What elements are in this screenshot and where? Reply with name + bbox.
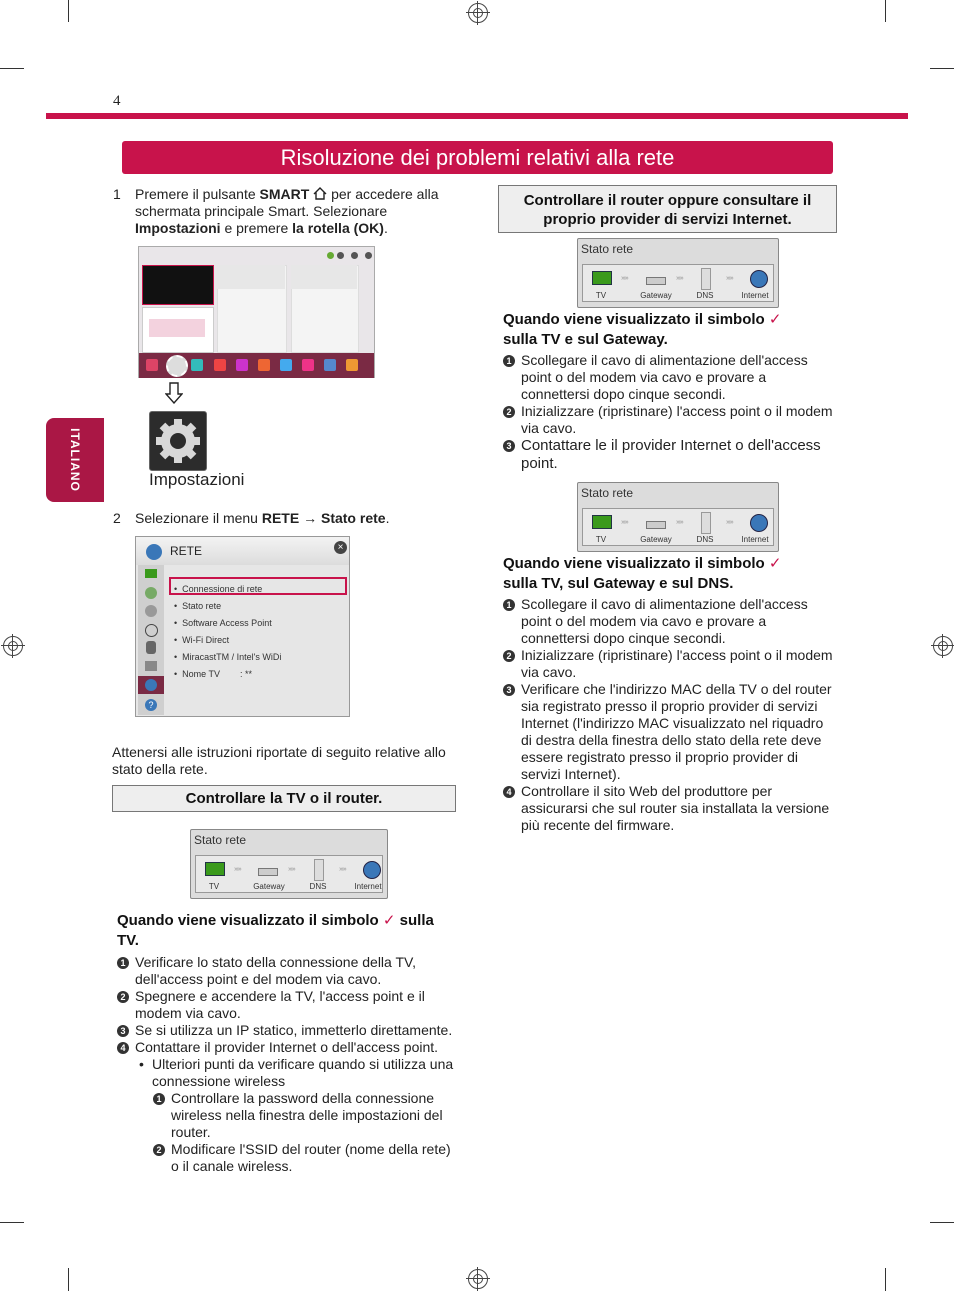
check-icon: ✓ [768,555,782,572]
list-item: 2 Spegnere e accendere la TV, l'access point e il modem via cavo. [117,988,457,1022]
node-label: TV [595,535,607,544]
option-icon [145,661,157,671]
stato-rete-label: Stato rete [581,242,634,256]
menu-item-stato-rete[interactable]: • Stato rete [174,601,222,611]
menu-item-wifi-direct[interactable]: • Wi-Fi Direct [174,635,230,645]
dns-steps [503,596,838,834]
stato-rete-widget: Stato rete ››››› ››››› ››››› TV Gateway DNS Internet [577,482,779,552]
number-badge: 1 [153,1093,165,1105]
number-badge: 2 [117,991,129,1003]
gateway-icon [646,277,666,285]
time-icon [145,624,158,637]
rete-menu-screenshot [135,536,350,717]
dns-icon [701,512,711,534]
tv-steps [117,954,457,1175]
stato-rete-label: Stato rete [581,486,634,500]
sound-icon [145,587,157,599]
menu-item-software-ap[interactable]: • Software Access Point [174,618,272,628]
case-heading-dns: Quando viene visualizzato il simbolo ✓ sulla TV, sul Gateway e sul DNS. [503,555,782,592]
picture-icon [145,569,157,578]
node-label: Internet [354,882,382,891]
section-heading: Controllare la TV o il router. [112,785,456,812]
tv-icon [592,271,612,285]
help-icon: ? [145,699,157,711]
stato-rete-label: Stato rete [194,833,247,847]
step-number: 2 [113,510,121,526]
internet-globe-icon [363,861,381,879]
language-tab [46,418,104,502]
menu-item-nome-tv[interactable]: • Nome TV : ** [174,669,253,679]
network-globe-icon [146,544,162,560]
number-badge: 2 [503,650,515,662]
list-item: 3 Se si utilizza un IP statico, immetterlo direttamente. [117,1022,457,1039]
list-item: 3 Contattare le il provider Internet o dell'access point. [503,437,838,473]
step-number: 1 [113,186,121,202]
section-heading-router: Controllare il router oppure consultare il proprio provider di servizi Internet. [498,185,837,233]
step2-text: Selezionare il menu RETE → Stato rete. [135,510,390,526]
node-label: Gateway [640,535,672,544]
registration-mark-icon [468,1269,488,1289]
list-item: 1 Scollegare il cavo di alimentazione dell'access point o del modem via cavo e provare a connettersi dopo cinque secondi. [503,596,838,647]
dns-icon [314,859,324,881]
number-badge: 2 [503,406,515,418]
case-heading-gateway: Quando viene visualizzato il simbolo ✓ sulla TV e sul Gateway. [503,311,782,348]
list-item: 2 Modificare l'SSID del router (nome della rete) o il canale wireless. [153,1141,457,1175]
number-badge: 3 [503,440,515,452]
number-badge: 3 [117,1025,129,1037]
number-badge: 1 [503,355,515,367]
node-label: Gateway [640,291,672,300]
home-icon [313,187,327,199]
node-label: TV [208,882,220,891]
number-badge: 3 [503,684,515,696]
list-item: 2 Inizializzare (ripristinare) l'access point o il modem via cavo. [503,647,838,681]
list-item: 1 Scollegare il cavo di alimentazione dell'access point o del modem via cavo e provare a connettersi dopo cinque secondi. [503,352,838,403]
internet-globe-icon [750,270,768,288]
check-icon: ✓ [768,311,782,328]
list-item: 2 Inizializzare (ripristinare) l'access point o il modem via cavo. [503,403,838,437]
page-title: Risoluzione dei problemi relativi alla rete [122,141,833,174]
header-rule [46,113,908,119]
node-label: TV [595,291,607,300]
tv-icon [205,862,225,876]
channel-icon [145,605,157,617]
list-item: 3 Verificare che l'indirizzo MAC della TV o del router sia registrato presso il proprio provider di servizi Internet (l'indirizzo MAC visualizzato nel riquadro di destra della finestra dello stato della rete deve essere registrato presso il proprio provider di servizi Internet). [503,681,838,783]
node-label: Internet [741,291,769,300]
internet-globe-icon [750,514,768,532]
menu-item-miracast[interactable]: • MiracastTM / Intel's WiDi [174,652,282,662]
check-icon: ✓ [382,912,396,929]
node-label: Gateway [253,882,285,891]
node-label: DNS [309,882,327,891]
registration-mark-icon [933,636,953,656]
close-icon[interactable]: × [334,541,347,554]
list-item: 1 Controllare la password della connessione wireless nella finestra delle impostazioni del router. [153,1090,457,1141]
page-number: 4 [113,93,121,109]
node-label: DNS [696,291,714,300]
number-badge: 2 [153,1144,165,1156]
bullet-item: • Ulteriori punti da verificare quando si utilizza una connessione wireless [139,1056,454,1089]
node-label: Internet [741,535,769,544]
settings-gear-icon [149,411,207,471]
list-item: 1 Verificare lo stato della connessione della TV, dell'access point e del modem via cavo. [117,954,457,988]
intro-text: Attenersi alle istruzioni riportate di seguito relative allo stato della rete. [112,744,446,777]
step1-text: Premere il pulsante SMART per accedere alla schermata principale Smart. Selezionare Impostazioni e premere la rotella (OK). [135,186,439,236]
gateway-steps [503,352,838,473]
number-badge: 1 [117,957,129,969]
registration-mark-icon [468,3,488,23]
number-badge: 4 [503,786,515,798]
smart-home-screenshot [138,246,375,378]
settings-label: Impostazioni [149,470,245,489]
menu-item-connessione[interactable]: • Connessione di rete [174,584,263,594]
number-badge: 1 [503,599,515,611]
gateway-icon [646,521,666,529]
stato-rete-widget: Stato rete ››››› ››››› ››››› TV Gateway DNS Internet [577,238,779,308]
node-label: DNS [696,535,714,544]
down-arrow-icon [165,382,183,409]
stato-rete-widget: Stato rete ››››› ››››› ››››› TV Gateway DNS Internet [190,829,388,899]
number-badge: 4 [117,1042,129,1054]
registration-mark-icon [3,636,23,656]
list-item: 4 Contattare il provider Internet o dell'access point. [117,1039,457,1056]
lock-icon [146,641,156,654]
list-item: 4 Controllare il sito Web del produttore per assicurarsi che sul router sia installata la versione più recente del firmware. [503,783,838,834]
case-heading-tv: Quando viene visualizzato il simbolo ✓ sulla TV. [117,912,434,949]
rete-menu-title: RETE [170,544,203,558]
gateway-icon [258,868,278,876]
network-icon [145,679,157,691]
language-tab-label: ITALIANO [68,428,82,492]
dns-icon [701,268,711,290]
tv-icon [592,515,612,529]
